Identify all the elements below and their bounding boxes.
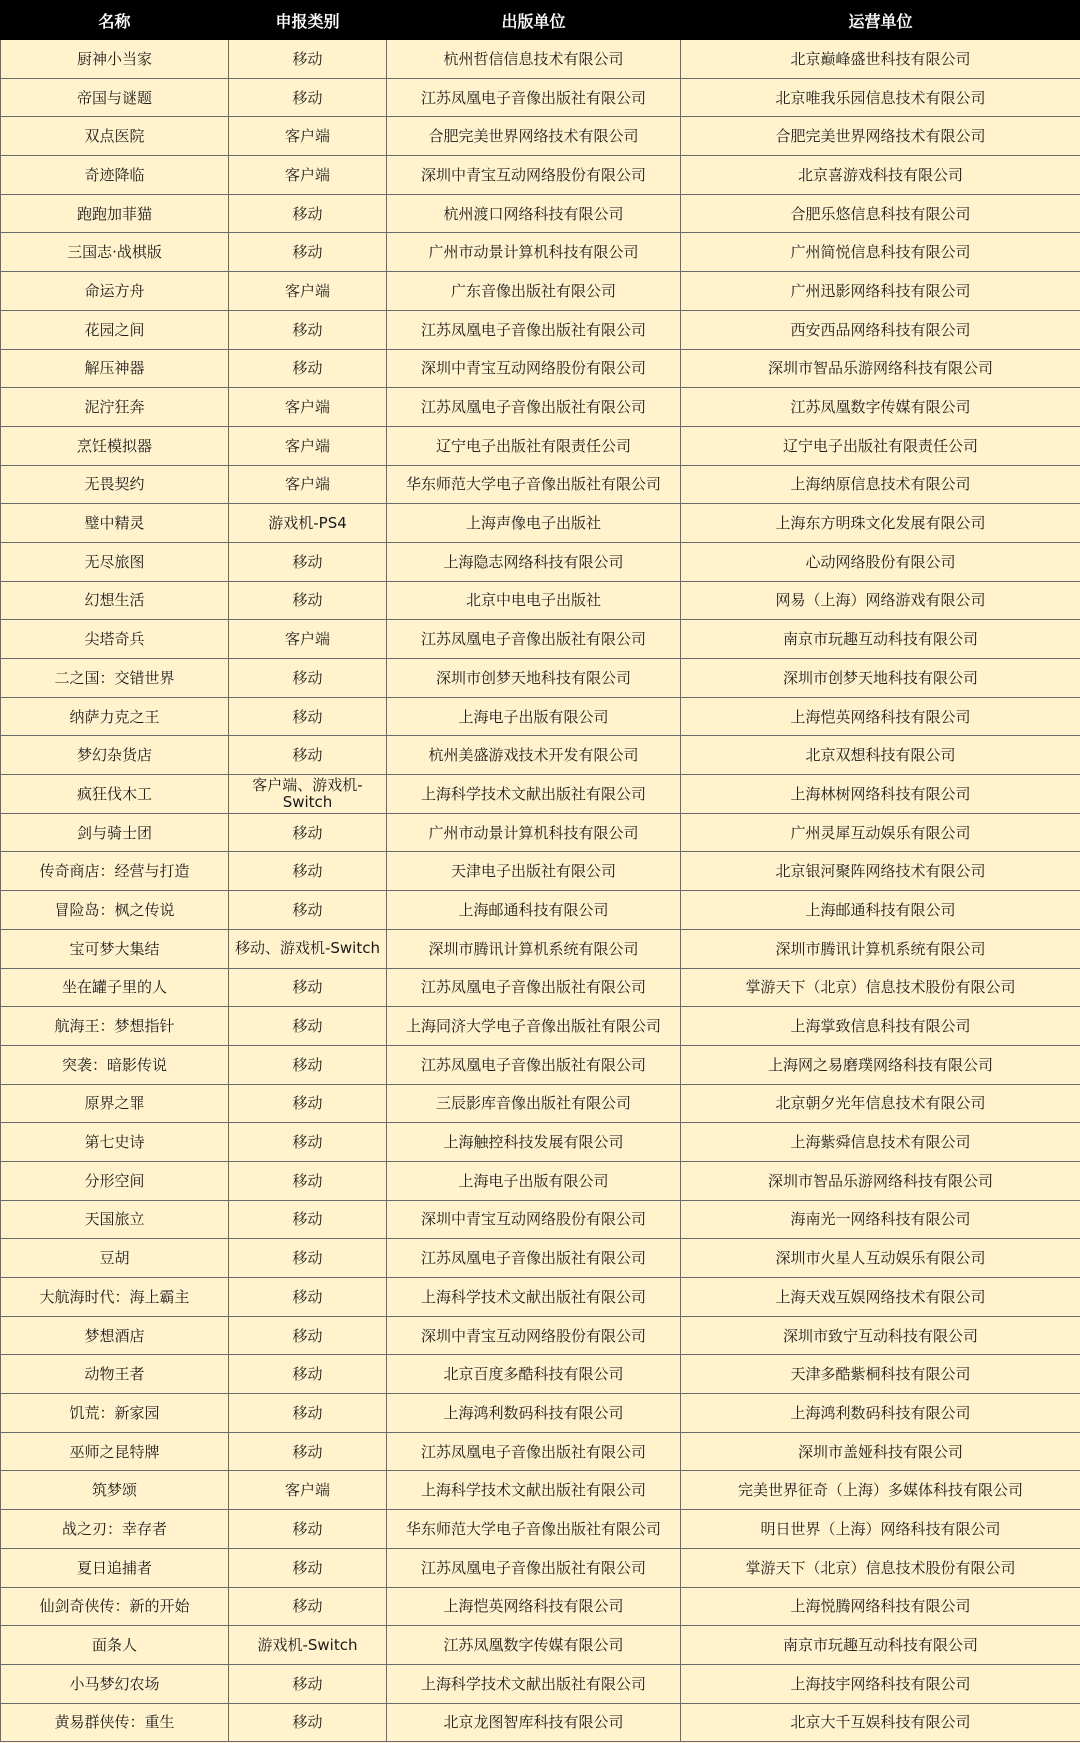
table-row (1, 620, 1080, 659)
cell-publisher: 北京中电电子出版社 (387, 581, 681, 620)
cell-name: 三国志·战棋版 (1, 233, 229, 272)
cell-operator: 网易（上海）网络游戏有限公司 (681, 581, 1080, 620)
cell-name: 原界之罪 (1, 1084, 229, 1123)
cell-operator: 江苏凤凰数字传媒有限公司 (681, 388, 1080, 427)
cell-category: 移动 (229, 1432, 387, 1471)
cell-name: 帝国与谜题 (1, 78, 229, 117)
cell-category: 移动 (229, 1394, 387, 1433)
cell-publisher: 北京龙图智库科技有限公司 (387, 1703, 681, 1742)
cell-category: 客户端、游戏机-Switch (229, 775, 387, 814)
cell-publisher: 广东音像出版社有限公司 (387, 272, 681, 311)
cell-operator: 上海邮通科技有限公司 (681, 891, 1080, 930)
cell-publisher: 广州市动景计算机科技有限公司 (387, 813, 681, 852)
cell-operator: 上海鸿利数码科技有限公司 (681, 1394, 1080, 1433)
cell-name: 剑与骑士团 (1, 813, 229, 852)
cell-publisher: 上海隐志网络科技有限公司 (387, 542, 681, 581)
cell-name: 冒险岛：枫之传说 (1, 891, 229, 930)
header-category: 申报类别 (229, 1, 387, 40)
cell-operator: 上海网之易磨璞网络科技有限公司 (681, 1045, 1080, 1084)
cell-name: 筑梦颂 (1, 1471, 229, 1510)
cell-name: 第七史诗 (1, 1123, 229, 1162)
header-row (1, 1, 1080, 40)
table-row (1, 1548, 1080, 1587)
table-header (1, 1, 1080, 40)
table-row (1, 697, 1080, 736)
cell-name: 疯狂伐木工 (1, 775, 229, 814)
cell-operator: 南京市玩趣互动科技有限公司 (681, 620, 1080, 659)
cell-name: 大航海时代：海上霸主 (1, 1278, 229, 1317)
cell-operator: 深圳市智品乐游网络科技有限公司 (681, 349, 1080, 388)
cell-operator: 北京大千互娱科技有限公司 (681, 1703, 1080, 1742)
cell-publisher: 上海邮通科技有限公司 (387, 891, 681, 930)
cell-publisher: 江苏凤凰电子音像出版社有限公司 (387, 1548, 681, 1587)
cell-name: 璧中精灵 (1, 504, 229, 543)
cell-operator: 上海林树网络科技有限公司 (681, 775, 1080, 814)
table-row (1, 1394, 1080, 1433)
cell-publisher: 江苏凤凰电子音像出版社有限公司 (387, 968, 681, 1007)
cell-name: 泥泞狂奔 (1, 388, 229, 427)
cell-publisher: 三辰影库音像出版社有限公司 (387, 1084, 681, 1123)
cell-name: 夏日追捕者 (1, 1548, 229, 1587)
table-row (1, 1355, 1080, 1394)
cell-name: 幻想生活 (1, 581, 229, 620)
cell-publisher: 江苏凤凰电子音像出版社有限公司 (387, 78, 681, 117)
cell-name: 解压神器 (1, 349, 229, 388)
cell-name: 无畏契约 (1, 465, 229, 504)
cell-name: 小马梦幻农场 (1, 1664, 229, 1703)
table-row (1, 1161, 1080, 1200)
table-row (1, 929, 1080, 968)
cell-category: 移动 (229, 968, 387, 1007)
table-row (1, 1239, 1080, 1278)
cell-operator: 深圳市腾讯计算机系统有限公司 (681, 929, 1080, 968)
cell-name: 花园之间 (1, 310, 229, 349)
table-row (1, 504, 1080, 543)
cell-category: 移动 (229, 1316, 387, 1355)
cell-category: 移动 (229, 1548, 387, 1587)
cell-operator: 北京唯我乐园信息技术有限公司 (681, 78, 1080, 117)
cell-operator: 上海紫舜信息技术有限公司 (681, 1123, 1080, 1162)
cell-operator: 辽宁电子出版社有限责任公司 (681, 426, 1080, 465)
cell-name: 奇迹降临 (1, 156, 229, 195)
cell-operator: 掌游天下（北京）信息技术股份有限公司 (681, 1548, 1080, 1587)
cell-name: 跑跑加菲猫 (1, 194, 229, 233)
table-row (1, 310, 1080, 349)
table-row (1, 1007, 1080, 1046)
cell-publisher: 深圳中青宝互动网络股份有限公司 (387, 1200, 681, 1239)
table-row (1, 1471, 1080, 1510)
cell-publisher: 上海声像电子出版社 (387, 504, 681, 543)
table-row (1, 1626, 1080, 1665)
cell-name: 烹饪模拟器 (1, 426, 229, 465)
cell-operator: 上海纳原信息技术有限公司 (681, 465, 1080, 504)
cell-operator: 深圳市致宁互动科技有限公司 (681, 1316, 1080, 1355)
cell-name: 纳萨力克之王 (1, 697, 229, 736)
cell-operator: 广州迅影网络科技有限公司 (681, 272, 1080, 311)
cell-category: 移动 (229, 310, 387, 349)
cell-category: 移动 (229, 1703, 387, 1742)
table-row (1, 272, 1080, 311)
table-row (1, 542, 1080, 581)
table-row (1, 1316, 1080, 1355)
cell-operator: 上海悦腾网络科技有限公司 (681, 1587, 1080, 1626)
table-row (1, 349, 1080, 388)
cell-operator: 深圳市盖娅科技有限公司 (681, 1432, 1080, 1471)
cell-category: 移动 (229, 1355, 387, 1394)
table-row (1, 1703, 1080, 1742)
cell-operator: 深圳市创梦天地科技有限公司 (681, 659, 1080, 698)
cell-operator: 南京市玩趣互动科技有限公司 (681, 1626, 1080, 1665)
table-row (1, 1200, 1080, 1239)
cell-name: 二之国：交错世界 (1, 659, 229, 698)
cell-operator: 天津多酷紫桐科技有限公司 (681, 1355, 1080, 1394)
cell-category: 移动 (229, 1007, 387, 1046)
cell-publisher: 上海电子出版有限公司 (387, 697, 681, 736)
table-row (1, 40, 1080, 79)
cell-operator: 上海天戏互娱网络技术有限公司 (681, 1278, 1080, 1317)
cell-operator: 掌游天下（北京）信息技术股份有限公司 (681, 968, 1080, 1007)
cell-publisher: 北京百度多酷科技有限公司 (387, 1355, 681, 1394)
cell-name: 分形空间 (1, 1161, 229, 1200)
table-row (1, 891, 1080, 930)
cell-name: 梦幻杂货店 (1, 736, 229, 775)
cell-category: 移动 (229, 1123, 387, 1162)
cell-operator: 北京朝夕光年信息技术有限公司 (681, 1084, 1080, 1123)
header-operator: 运营单位 (681, 1, 1080, 40)
cell-publisher: 江苏凤凰电子音像出版社有限公司 (387, 620, 681, 659)
cell-publisher: 上海触控科技发展有限公司 (387, 1123, 681, 1162)
cell-publisher: 上海电子出版有限公司 (387, 1161, 681, 1200)
cell-category: 移动 (229, 194, 387, 233)
table-row (1, 852, 1080, 891)
cell-name: 面条人 (1, 1626, 229, 1665)
cell-category: 移动 (229, 659, 387, 698)
cell-category: 移动 (229, 78, 387, 117)
cell-publisher: 江苏凤凰电子音像出版社有限公司 (387, 1239, 681, 1278)
cell-category: 移动 (229, 542, 387, 581)
cell-publisher: 江苏凤凰电子音像出版社有限公司 (387, 310, 681, 349)
cell-publisher: 上海科学技术文献出版社有限公司 (387, 1664, 681, 1703)
cell-operator: 深圳市火星人互动娱乐有限公司 (681, 1239, 1080, 1278)
table-row (1, 1664, 1080, 1703)
cell-name: 无尽旅图 (1, 542, 229, 581)
cell-category: 移动 (229, 1045, 387, 1084)
cell-publisher: 上海恺英网络科技有限公司 (387, 1587, 681, 1626)
cell-operator: 北京双想科技有限公司 (681, 736, 1080, 775)
cell-publisher: 江苏凤凰电子音像出版社有限公司 (387, 1432, 681, 1471)
cell-operator: 明日世界（上海）网络科技有限公司 (681, 1510, 1080, 1549)
cell-category: 移动 (229, 1587, 387, 1626)
table-row (1, 659, 1080, 698)
cell-publisher: 广州市动景计算机科技有限公司 (387, 233, 681, 272)
table-row (1, 1278, 1080, 1317)
cell-category: 移动 (229, 40, 387, 79)
cell-operator: 完美世界征奇（上海）多媒体科技有限公司 (681, 1471, 1080, 1510)
cell-name: 战之刃：幸存者 (1, 1510, 229, 1549)
cell-operator: 上海恺英网络科技有限公司 (681, 697, 1080, 736)
cell-operator: 广州灵犀互动娱乐有限公司 (681, 813, 1080, 852)
cell-publisher: 深圳中青宝互动网络股份有限公司 (387, 349, 681, 388)
cell-category: 移动 (229, 697, 387, 736)
cell-publisher: 上海科学技术文献出版社有限公司 (387, 775, 681, 814)
cell-publisher: 深圳中青宝互动网络股份有限公司 (387, 156, 681, 195)
cell-category: 客户端 (229, 426, 387, 465)
cell-publisher: 华东师范大学电子音像出版社有限公司 (387, 465, 681, 504)
cell-operator: 上海技宇网络科技有限公司 (681, 1664, 1080, 1703)
cell-name: 尖塔奇兵 (1, 620, 229, 659)
cell-operator: 合肥完美世界网络技术有限公司 (681, 117, 1080, 156)
cell-name: 双点医院 (1, 117, 229, 156)
cell-publisher: 辽宁电子出版社有限责任公司 (387, 426, 681, 465)
cell-operator: 北京银河聚阵网络技术有限公司 (681, 852, 1080, 891)
cell-publisher: 杭州美盛游戏技术开发有限公司 (387, 736, 681, 775)
cell-operator: 上海东方明珠文化发展有限公司 (681, 504, 1080, 543)
cell-category: 移动 (229, 1084, 387, 1123)
cell-name: 坐在罐子里的人 (1, 968, 229, 1007)
cell-category: 移动 (229, 1200, 387, 1239)
cell-publisher: 江苏凤凰电子音像出版社有限公司 (387, 388, 681, 427)
cell-publisher: 天津电子出版社有限公司 (387, 852, 681, 891)
table-row (1, 465, 1080, 504)
cell-name: 宝可梦大集结 (1, 929, 229, 968)
cell-publisher: 江苏凤凰电子音像出版社有限公司 (387, 1045, 681, 1084)
table-row (1, 233, 1080, 272)
cell-publisher: 深圳市腾讯计算机系统有限公司 (387, 929, 681, 968)
cell-category: 移动 (229, 1278, 387, 1317)
cell-name: 仙剑奇侠传：新的开始 (1, 1587, 229, 1626)
cell-category: 客户端 (229, 156, 387, 195)
table-row (1, 1123, 1080, 1162)
table-body (1, 40, 1080, 1742)
cell-name: 梦想酒店 (1, 1316, 229, 1355)
cell-name: 命运方舟 (1, 272, 229, 311)
table-row (1, 1510, 1080, 1549)
cell-category: 客户端 (229, 1471, 387, 1510)
cell-category: 客户端 (229, 117, 387, 156)
table-row (1, 1587, 1080, 1626)
cell-operator: 心动网络股份有限公司 (681, 542, 1080, 581)
cell-operator: 深圳市智品乐游网络科技有限公司 (681, 1161, 1080, 1200)
cell-category: 客户端 (229, 620, 387, 659)
table-row (1, 78, 1080, 117)
cell-publisher: 杭州哲信信息技术有限公司 (387, 40, 681, 79)
cell-operator: 海南光一网络科技有限公司 (681, 1200, 1080, 1239)
table-row (1, 156, 1080, 195)
table-row (1, 581, 1080, 620)
cell-name: 巫师之昆特牌 (1, 1432, 229, 1471)
cell-category: 移动 (229, 581, 387, 620)
cell-operator: 合肥乐悠信息科技有限公司 (681, 194, 1080, 233)
cell-name: 黄易群侠传：重生 (1, 1703, 229, 1742)
cell-category: 移动 (229, 1161, 387, 1200)
header-name: 名称 (1, 1, 229, 40)
cell-category: 游戏机-PS4 (229, 504, 387, 543)
cell-category: 移动 (229, 233, 387, 272)
cell-name: 天国旅立 (1, 1200, 229, 1239)
cell-category: 移动 (229, 349, 387, 388)
cell-operator: 北京巅峰盛世科技有限公司 (681, 40, 1080, 79)
table-row (1, 194, 1080, 233)
table-row (1, 775, 1080, 814)
cell-category: 移动 (229, 1239, 387, 1278)
cell-category: 客户端 (229, 465, 387, 504)
cell-publisher: 上海同济大学电子音像出版社有限公司 (387, 1007, 681, 1046)
table-row (1, 813, 1080, 852)
table-row (1, 1045, 1080, 1084)
table-row (1, 117, 1080, 156)
header-publisher: 出版单位 (387, 1, 681, 40)
cell-category: 移动 (229, 891, 387, 930)
cell-category: 游戏机-Switch (229, 1626, 387, 1665)
cell-publisher: 杭州渡口网络科技有限公司 (387, 194, 681, 233)
cell-publisher: 深圳市创梦天地科技有限公司 (387, 659, 681, 698)
cell-name: 豆胡 (1, 1239, 229, 1278)
table-row (1, 1084, 1080, 1123)
cell-publisher: 合肥完美世界网络技术有限公司 (387, 117, 681, 156)
cell-category: 移动 (229, 813, 387, 852)
table-row (1, 736, 1080, 775)
cell-publisher: 深圳中青宝互动网络股份有限公司 (387, 1316, 681, 1355)
cell-publisher: 江苏凤凰数字传媒有限公司 (387, 1626, 681, 1665)
cell-name: 动物王者 (1, 1355, 229, 1394)
cell-category: 客户端 (229, 272, 387, 311)
cell-publisher: 上海科学技术文献出版社有限公司 (387, 1471, 681, 1510)
table-row (1, 968, 1080, 1007)
table-row (1, 426, 1080, 465)
cell-category: 移动 (229, 736, 387, 775)
table-row (1, 1432, 1080, 1471)
cell-operator: 广州简悦信息科技有限公司 (681, 233, 1080, 272)
cell-operator: 北京喜游戏科技有限公司 (681, 156, 1080, 195)
cell-operator: 西安西品网络科技有限公司 (681, 310, 1080, 349)
cell-operator: 上海掌致信息科技有限公司 (681, 1007, 1080, 1046)
cell-name: 饥荒：新家园 (1, 1394, 229, 1433)
table-row (1, 388, 1080, 427)
cell-category: 移动 (229, 1510, 387, 1549)
cell-category: 移动 (229, 852, 387, 891)
cell-publisher: 上海科学技术文献出版社有限公司 (387, 1278, 681, 1317)
cell-publisher: 华东师范大学电子音像出版社有限公司 (387, 1510, 681, 1549)
cell-publisher: 上海鸿利数码科技有限公司 (387, 1394, 681, 1433)
cell-name: 突袭：暗影传说 (1, 1045, 229, 1084)
cell-name: 厨神小当家 (1, 40, 229, 79)
cell-category: 移动、游戏机-Switch (229, 929, 387, 968)
cell-name: 传奇商店：经营与打造 (1, 852, 229, 891)
cell-name: 航海王：梦想指针 (1, 1007, 229, 1046)
cell-category: 客户端 (229, 388, 387, 427)
cell-category: 移动 (229, 1664, 387, 1703)
